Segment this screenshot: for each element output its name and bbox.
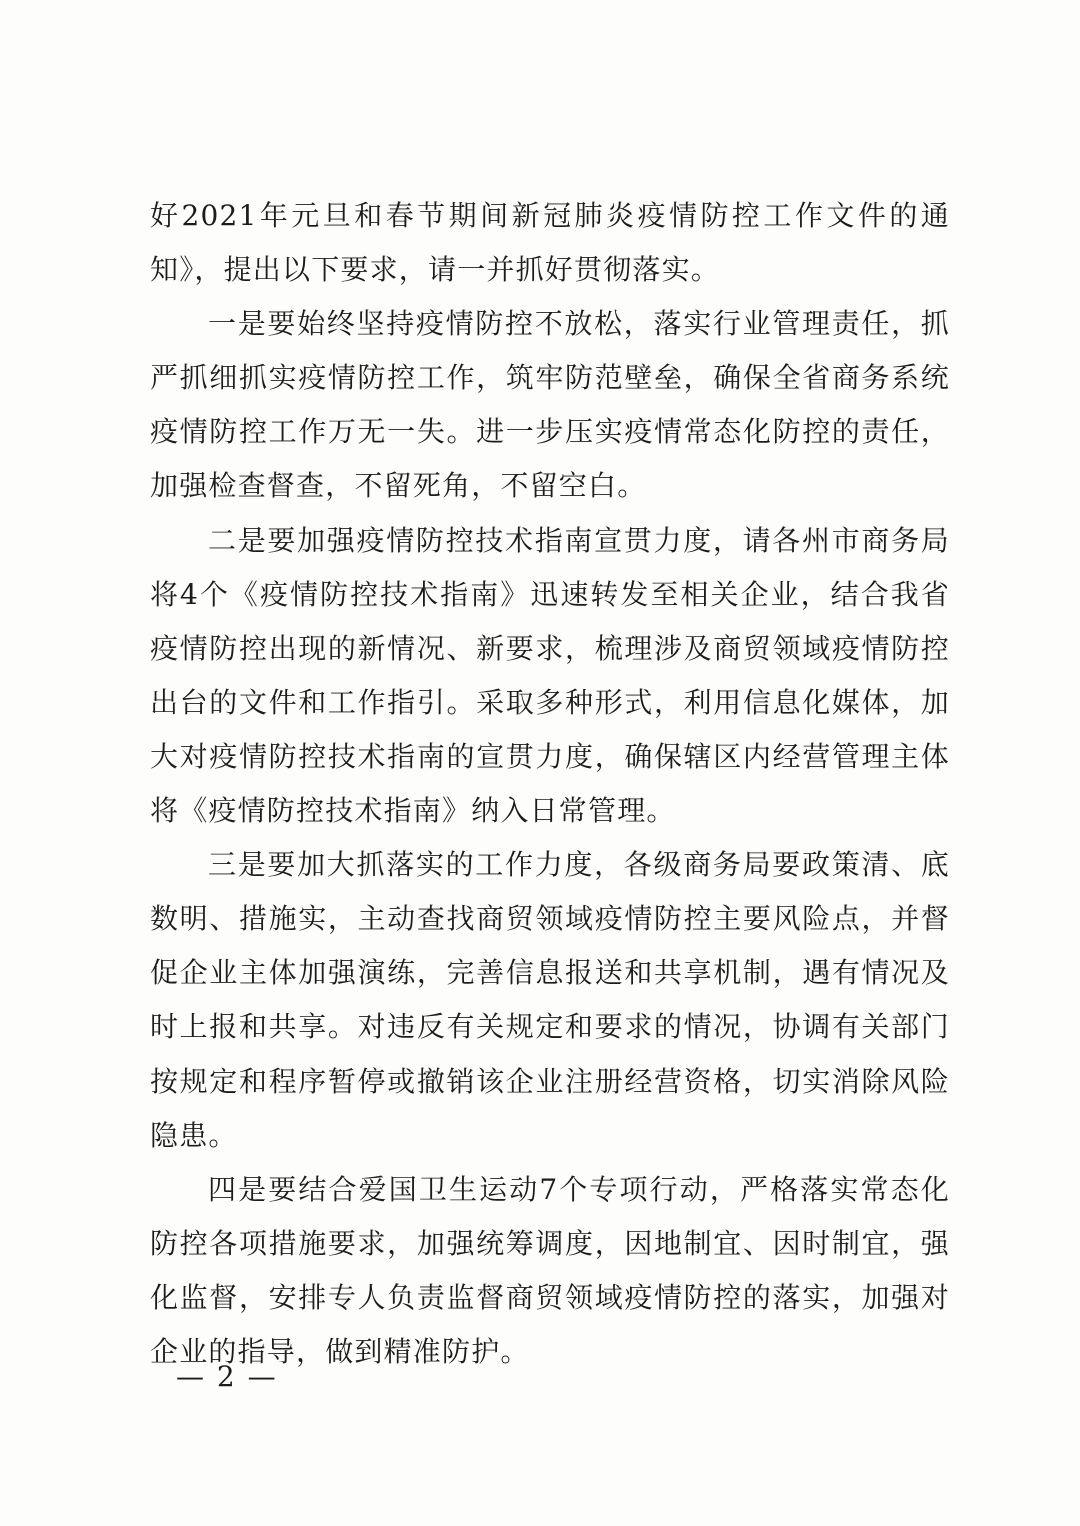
paragraph-item-one: 一是要始终坚持疫情防控不放松，落实行业管理责任，抓严抓细抓实疫情防控工作，筑牢防范壁垒，确保全省商务系统疫情防控工作万无一失。进一步压实疫情常态化防控的责任，加强检查督查，不留死角，不留空白。 [150, 307, 950, 503]
paragraph-item-three: 三是要加大抓落实的工作力度，各级商务局要政策清、底数明、措施实，主动查找商贸领域疫情防控主要风险点，并督促企业主体加强演练，完善信息报送和共享机制，遇有情况及时上报和共享。对违反有关规定和要求的情况，协调有关部门按规定和程序暂停或撤销该企业注册经营资格，切实消除风险隐患。 [150, 848, 950, 1152]
paragraph-item-four: 四是要结合爱国卫生运动7个专项行动，严格落实常态化防控各项措施要求，加强统筹调度，因地制宜、因时制宜，强化监督，安排专人负责监督商贸领域疫情防控的落实，加强对企业的指导，做到精准防护。 [150, 1172, 950, 1368]
document-body [150, 189, 950, 1379]
paragraph-continuation: 好2021年元旦和春节期间新冠肺炎疫情防控工作文件的通知》，提出以下要求，请一并抓好贯彻落实。 [150, 199, 950, 287]
page-number: — 2 — [176, 1360, 278, 1393]
paragraph-item-two: 二是要加强疫情防控技术指南宣贯力度，请各州市商务局将4个《疫情防控技术指南》迅速转发至相关企业，结合我省疫情防控出现的新情况、新要求，梳理涉及商贸领域疫情防控出台的文件和工作指引。采取多种形式，利用信息化媒体，加大对疫情防控技术指南的宣贯力度，确保辖区内经营管理主体将《疫情防控技术指南》纳入日常管理。 [150, 523, 950, 828]
